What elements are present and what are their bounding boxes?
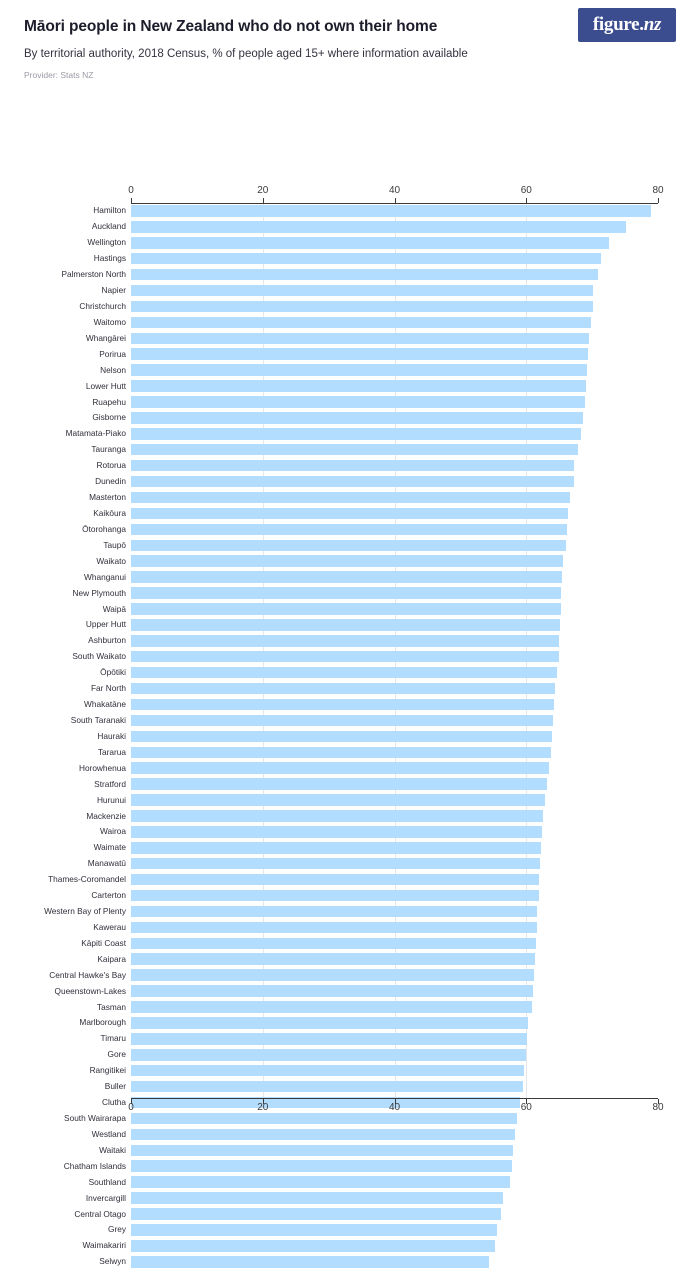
bar[interactable]: [131, 906, 537, 918]
x-tick-label: 0: [128, 184, 134, 196]
bar[interactable]: [131, 333, 589, 345]
bar[interactable]: [131, 922, 537, 934]
bar[interactable]: [131, 221, 626, 233]
category-label: Central Hawke's Bay: [49, 969, 126, 980]
bar-row: [95, 475, 658, 491]
category-label: South Taranaki: [70, 714, 126, 725]
bar-row: [99, 1143, 658, 1159]
bar[interactable]: [131, 890, 539, 902]
bar-row: [100, 363, 658, 379]
bar-row: [97, 729, 658, 745]
category-label: Upper Hutt: [85, 619, 126, 630]
category-label: Christchurch: [79, 301, 126, 311]
logo-suffix: nz: [643, 14, 662, 35]
category-label: Kawerau: [93, 921, 126, 932]
category-label: Waitaki: [99, 1144, 126, 1155]
bar-row: [103, 538, 658, 554]
x-tick-label: 60: [520, 184, 532, 196]
category-label: Kaipara: [97, 953, 126, 964]
category-label: Selwyn: [99, 1256, 126, 1267]
bar[interactable]: [131, 715, 553, 727]
bar[interactable]: [131, 524, 567, 536]
category-label: Kaikōura: [93, 507, 126, 518]
category-label: Waitomo: [93, 316, 126, 327]
bar-row: [92, 411, 658, 427]
bar-row: [88, 634, 658, 650]
logo-text: figure.: [592, 14, 644, 35]
bar-row: [96, 554, 658, 570]
bar[interactable]: [131, 1192, 503, 1204]
bar-row: [92, 395, 658, 411]
bar-row: [87, 236, 658, 252]
category-label: Nelson: [100, 364, 126, 375]
category-label: Ashburton: [88, 635, 126, 646]
bar-row: [79, 1016, 658, 1032]
category-label: Auckland: [91, 221, 126, 232]
bar-row: [91, 443, 658, 459]
bar-row: [88, 1175, 658, 1191]
bar[interactable]: [131, 874, 539, 886]
bar[interactable]: [131, 826, 542, 838]
bar-row: [70, 713, 658, 729]
category-label: Hastings: [93, 253, 126, 264]
category-label: Whakatāne: [84, 699, 126, 710]
bar[interactable]: [131, 810, 543, 822]
bar[interactable]: [131, 508, 568, 520]
bar-row: [74, 1207, 658, 1223]
category-label: Wairoa: [100, 826, 126, 837]
bar-row: [91, 220, 658, 236]
category-label: Hauraki: [97, 730, 126, 741]
bar[interactable]: [131, 762, 549, 774]
bar-row: [97, 952, 658, 968]
bar-row: [65, 427, 658, 443]
category-label: Taupō: [103, 539, 126, 550]
bar[interactable]: [131, 428, 581, 440]
category-label: Buller: [104, 1081, 126, 1092]
bar-row: [54, 984, 658, 1000]
category-label: Horowhenua: [78, 762, 126, 773]
bar[interactable]: [131, 571, 562, 583]
bar-row: [100, 666, 658, 682]
x-tick-label: 60: [520, 1101, 532, 1113]
category-label: Tauranga: [91, 444, 126, 455]
bar-row: [93, 841, 658, 857]
bar[interactable]: [131, 842, 541, 854]
bar-row: [81, 936, 658, 952]
bar-row: [93, 252, 658, 268]
category-label: Ruapehu: [92, 396, 126, 407]
bar[interactable]: [131, 587, 561, 599]
category-label: Palmerston North: [61, 269, 126, 280]
category-label: Lower Hutt: [85, 380, 126, 391]
category-label: Matamata-Piako: [65, 428, 126, 439]
bar-row: [94, 777, 658, 793]
bar-row: [48, 873, 658, 889]
chart-header: [0, 0, 700, 80]
bar-row: [96, 1000, 658, 1016]
bar[interactable]: [131, 444, 578, 456]
category-label: South Waikato: [72, 651, 126, 662]
bar[interactable]: [131, 364, 587, 376]
bar-row: [63, 1159, 658, 1175]
x-tick-label: 80: [652, 184, 664, 196]
bar-row: [78, 761, 658, 777]
bar-row: [97, 745, 658, 761]
category-label: New Plymouth: [72, 587, 126, 598]
bar[interactable]: [131, 555, 563, 567]
bar[interactable]: [131, 460, 574, 472]
bar-row: [99, 1255, 658, 1271]
bar[interactable]: [131, 651, 559, 663]
bar-row: [85, 331, 658, 347]
x-tick-label: 40: [388, 1101, 401, 1113]
bar[interactable]: [131, 1049, 526, 1061]
bar[interactable]: [131, 237, 609, 249]
bar[interactable]: [131, 380, 586, 392]
bar-row: [93, 204, 658, 220]
bar[interactable]: [131, 1256, 489, 1268]
category-label: Gore: [107, 1049, 126, 1060]
x-tick-label: 80: [652, 1101, 664, 1113]
bar-row: [84, 570, 658, 586]
category-label: Thames-Coromandel: [48, 874, 126, 885]
bar[interactable]: [131, 635, 559, 647]
figurenz-logo: [578, 8, 676, 42]
bar-row: [72, 650, 658, 666]
category-label: Hamilton: [93, 205, 126, 216]
bar-row: [49, 968, 658, 984]
bar-row: [91, 1127, 658, 1143]
bar-row: [91, 889, 658, 905]
bar[interactable]: [131, 540, 566, 552]
bar-row: [85, 379, 658, 395]
category-label: Kāpiti Coast: [81, 937, 126, 948]
category-label: Grey: [108, 1224, 126, 1235]
chart-area: [0, 86, 700, 1267]
category-label: Manawatū: [87, 858, 126, 869]
category-label: Invercargill: [85, 1192, 126, 1203]
bar[interactable]: [131, 603, 561, 615]
category-label: Stratford: [94, 778, 126, 789]
bar[interactable]: [131, 1240, 495, 1252]
category-label: Marlborough: [79, 1017, 126, 1028]
bar[interactable]: [131, 285, 593, 297]
bar-row: [100, 1032, 658, 1048]
category-label: Mackenzie: [86, 810, 126, 821]
bar-row: [101, 284, 658, 300]
bar-row: [108, 1223, 658, 1239]
bar[interactable]: [131, 1065, 524, 1077]
category-label: Queenstown-Lakes: [54, 985, 126, 996]
bar[interactable]: [131, 938, 536, 950]
bar[interactable]: [131, 699, 554, 711]
category-label: Waimate: [93, 842, 126, 853]
bar-row: [107, 1048, 658, 1064]
category-label: Central Otago: [74, 1208, 126, 1219]
bar[interactable]: [131, 731, 552, 743]
bar[interactable]: [131, 301, 593, 313]
bar[interactable]: [131, 348, 588, 360]
category-label: South Wairarapa: [64, 1113, 126, 1124]
chart-subtitle: By territorial authority, 2018 Census, % of people aged 15+ where information available: [24, 47, 468, 60]
category-label: Gisborne: [92, 412, 126, 423]
category-label: Whangārei: [85, 332, 126, 343]
bar[interactable]: [131, 747, 551, 759]
bar[interactable]: [131, 619, 560, 631]
bar-row: [102, 602, 658, 618]
bar[interactable]: [131, 1017, 528, 1029]
bar-row: [89, 491, 658, 507]
bar[interactable]: [131, 858, 540, 870]
bar-row: [89, 1064, 658, 1080]
bar[interactable]: [131, 1001, 532, 1013]
category-label: Waikato: [96, 555, 126, 566]
bar-row: [93, 920, 658, 936]
category-label: Chatham Islands: [63, 1160, 126, 1171]
category-label: Hurunui: [96, 794, 126, 805]
category-label: Rangitikei: [89, 1065, 126, 1076]
category-label: Ōpōtiki: [100, 667, 126, 678]
bar-row: [82, 522, 658, 538]
bar[interactable]: [131, 492, 570, 504]
category-label: Dunedin: [95, 476, 126, 487]
bar-row: [104, 1080, 658, 1096]
bar-row: [85, 618, 658, 634]
x-axis-ticklabels-top: [128, 184, 664, 199]
category-label: Napier: [101, 285, 126, 296]
x-axis-ticklabels-bottom: [128, 1101, 664, 1116]
bar-row: [44, 905, 658, 921]
category-label: Wellington: [87, 237, 126, 248]
bar-row: [72, 586, 658, 602]
x-tick-label: 20: [257, 1101, 269, 1113]
bar-row: [96, 793, 658, 809]
category-label: Clutha: [102, 1097, 126, 1108]
bar-row: [100, 825, 658, 841]
bar[interactable]: [131, 667, 557, 679]
bar[interactable]: [131, 683, 555, 695]
bar[interactable]: [131, 253, 601, 265]
category-label: Far North: [90, 683, 126, 694]
category-label: Ōtorohanga: [82, 523, 126, 534]
bar-row: [93, 506, 658, 522]
category-label: Tasman: [96, 1001, 126, 1012]
x-tick-label: 40: [388, 184, 401, 196]
page-title: Māori people in New Zealand who do not own their home: [24, 18, 438, 35]
x-tick-label: 0: [128, 1101, 134, 1113]
bar[interactable]: [131, 476, 574, 488]
bar[interactable]: [131, 317, 591, 329]
bar-row: [99, 347, 658, 363]
bar[interactable]: [131, 1208, 501, 1220]
bar-row: [93, 315, 658, 331]
bar-row: [79, 300, 658, 316]
bar[interactable]: [131, 1176, 510, 1188]
bar[interactable]: [131, 1224, 497, 1236]
bar[interactable]: [131, 412, 583, 424]
bar[interactable]: [131, 1129, 515, 1141]
bar-row: [96, 459, 658, 475]
category-label: Southland: [88, 1176, 126, 1187]
category-label: Carterton: [91, 890, 126, 901]
category-label: Western Bay of Plenty: [44, 906, 126, 917]
bar[interactable]: [131, 985, 533, 997]
bar[interactable]: [131, 1081, 523, 1093]
bar[interactable]: [131, 953, 535, 965]
bar[interactable]: [131, 969, 534, 981]
bar[interactable]: [131, 794, 545, 806]
x-tick-mark: [658, 198, 659, 203]
bar-row: [85, 1191, 658, 1207]
category-label: Rotorua: [96, 460, 126, 471]
category-label: Westland: [91, 1128, 126, 1139]
category-label: Masterton: [89, 492, 126, 503]
x-tick-label: 20: [257, 184, 269, 196]
category-label: Tararua: [97, 746, 126, 757]
bar-row: [61, 268, 658, 284]
category-label: Timaru: [100, 1033, 126, 1044]
category-label: Waimakariri: [82, 1240, 126, 1251]
bar-row: [82, 1239, 658, 1255]
bar[interactable]: [131, 778, 547, 790]
bar[interactable]: [131, 1145, 513, 1157]
provider-label: Provider: Stats NZ: [24, 69, 94, 80]
bar[interactable]: [131, 205, 651, 217]
bar[interactable]: [131, 1160, 512, 1172]
bar-row: [90, 682, 658, 698]
category-label: Waipā: [102, 603, 126, 614]
category-label: Whanganui: [84, 571, 126, 582]
bar-row: [86, 809, 658, 825]
category-label: Porirua: [99, 348, 126, 359]
bar-row: [84, 698, 658, 714]
bar[interactable]: [131, 396, 585, 408]
bar[interactable]: [131, 269, 598, 281]
bar-row: [87, 857, 658, 873]
bar[interactable]: [131, 1033, 527, 1045]
